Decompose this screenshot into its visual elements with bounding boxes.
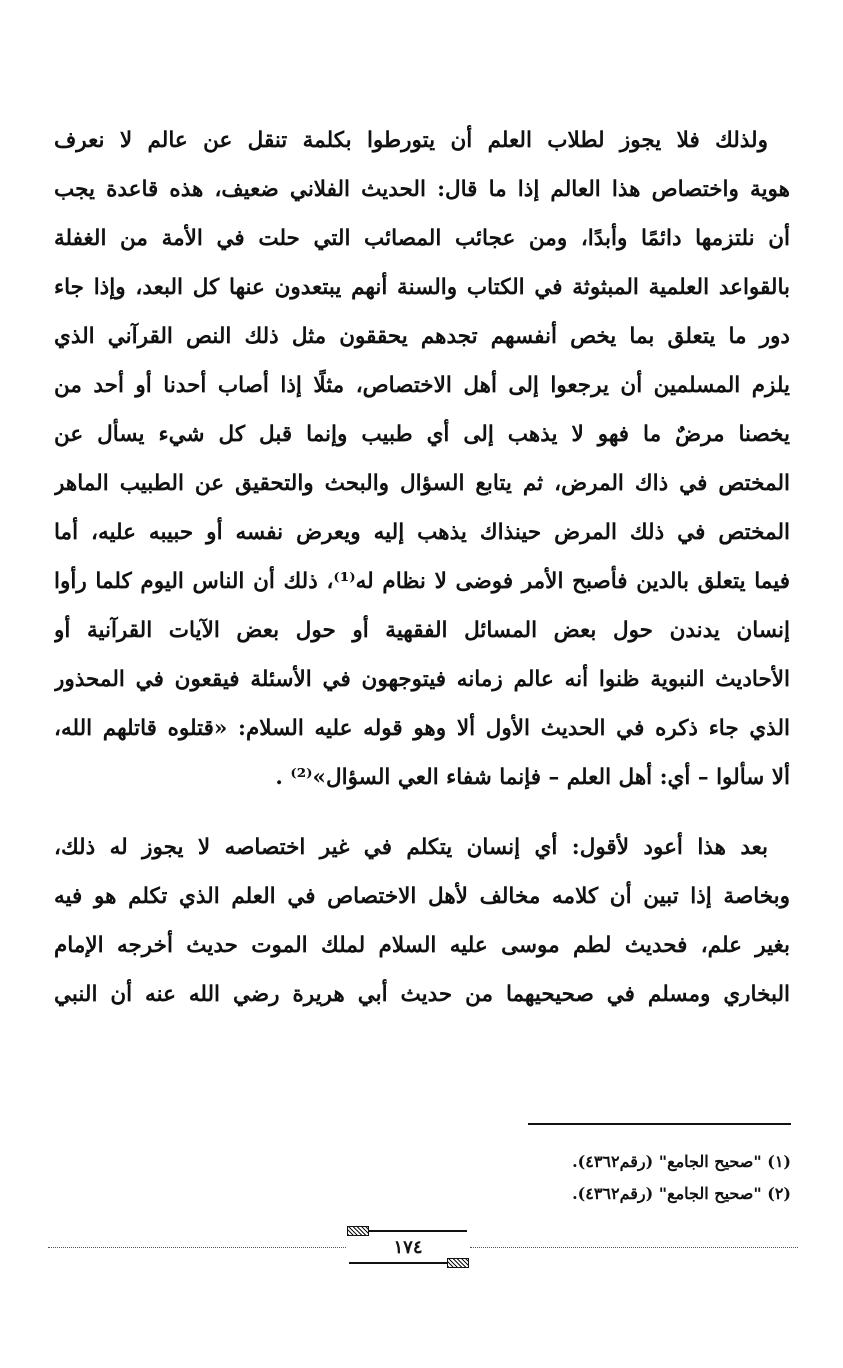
text-line: الأحاديث النبوية ظنوا أنه عالم زمانه فيتوجهون في الأسئلة فيقعون في المحذور <box>54 667 790 692</box>
page-number-frame <box>349 1230 467 1264</box>
main-text <box>54 116 790 1019</box>
text-line: البخاري ومسلم في صحيحيهما من حديث أبي هريرة رضي الله عنه أن النبي <box>54 982 790 1007</box>
text-line: دور ما يتعلق بما يخص أنفسهم تجدهم يحققون مثل ذلك النص القرآني الذي <box>54 324 790 349</box>
text-line: يخصنا مرضٌ ما فهو لا يذهب إلى أي طبيب وإنما قبل كل شيء يسأل عن <box>54 422 790 447</box>
footnote-1: (١) "صحيح الجامع" (رقم٤٣٦٢). <box>572 1152 791 1171</box>
text-line: يلزم المسلمين أن يرجعوا إلى أهل الاختصاص، مثلًا إذا أصاب أحدنا أو أحد من <box>54 373 790 398</box>
paragraph-gap <box>54 802 790 823</box>
text-line: بالقواعد العلمية المبثوثة في الكتاب والسنة أنهم يبتعدون عنها كل البعد، وإذا جاء <box>54 275 790 300</box>
text-line: ولذلك فلا يجوز لطلاب العلم أن يتورطوا بكلمة تنقل عن عالم لا نعرف <box>54 128 768 153</box>
page-number: ١٧٤ <box>393 1237 423 1258</box>
text-line: إنسان يدندن حول بعض المسائل الفقهية أو حول بعض الآيات القرآنية أو <box>54 618 790 643</box>
text-line: المختص في ذلك المرض حينذاك يذهب إليه ويعرض نفسه أو حبيبه عليه، أما <box>54 520 790 545</box>
text-line: وبخاصة إذا تبين أن كلامه مخالف لأهل الاختصاص في العلم الذي تكلم هو فيه <box>54 884 790 909</box>
text-line: ألا سألوا – أي: أهل العلم – فإنما شفاء العي السؤال»⁽²⁾ . <box>275 765 790 790</box>
text-line: الذي جاء ذكره في الحديث الأول ألا وهو قوله عليه السلام: «قتلوه قاتلهم الله، <box>54 716 790 741</box>
footer-dotted-line-left <box>48 1247 346 1248</box>
text-line: هوية واختصاص هذا العالم إذا ما قال: الحديث الفلاني ضعيف، هذه قاعدة يجب <box>54 177 790 202</box>
footer-dotted-line-right <box>470 1247 798 1248</box>
paragraph-2 <box>54 823 790 1019</box>
text-line: أن نلتزمها دائمًا وأبدًا، ومن عجائب المصائب التي حلت في الأمة من الغفلة <box>54 226 790 251</box>
footnote-separator <box>528 1123 791 1125</box>
paragraph-1 <box>54 116 790 802</box>
text-line: المختص في ذاك المرض، ثم يتابع السؤال والبحث والتحقيق عن الطبيب الماهر <box>54 471 790 496</box>
text-line: بعد هذا أعود لأقول: أي إنسان يتكلم في غير اختصاصه لا يجوز له ذلك، <box>54 835 768 860</box>
footnote-2: (٢) "صحيح الجامع" (رقم٤٣٦٢). <box>572 1184 791 1203</box>
text-line: بغير علم، فحديث لطم موسى عليه السلام لملك الموت حديث أخرجه الإمام <box>54 933 790 958</box>
text-line: فيما يتعلق بالدين فأصبح الأمر فوضى لا نظام له⁽¹⁾، ذلك أن الناس اليوم كلما رأوا <box>54 569 790 594</box>
footnotes <box>400 1146 791 1210</box>
